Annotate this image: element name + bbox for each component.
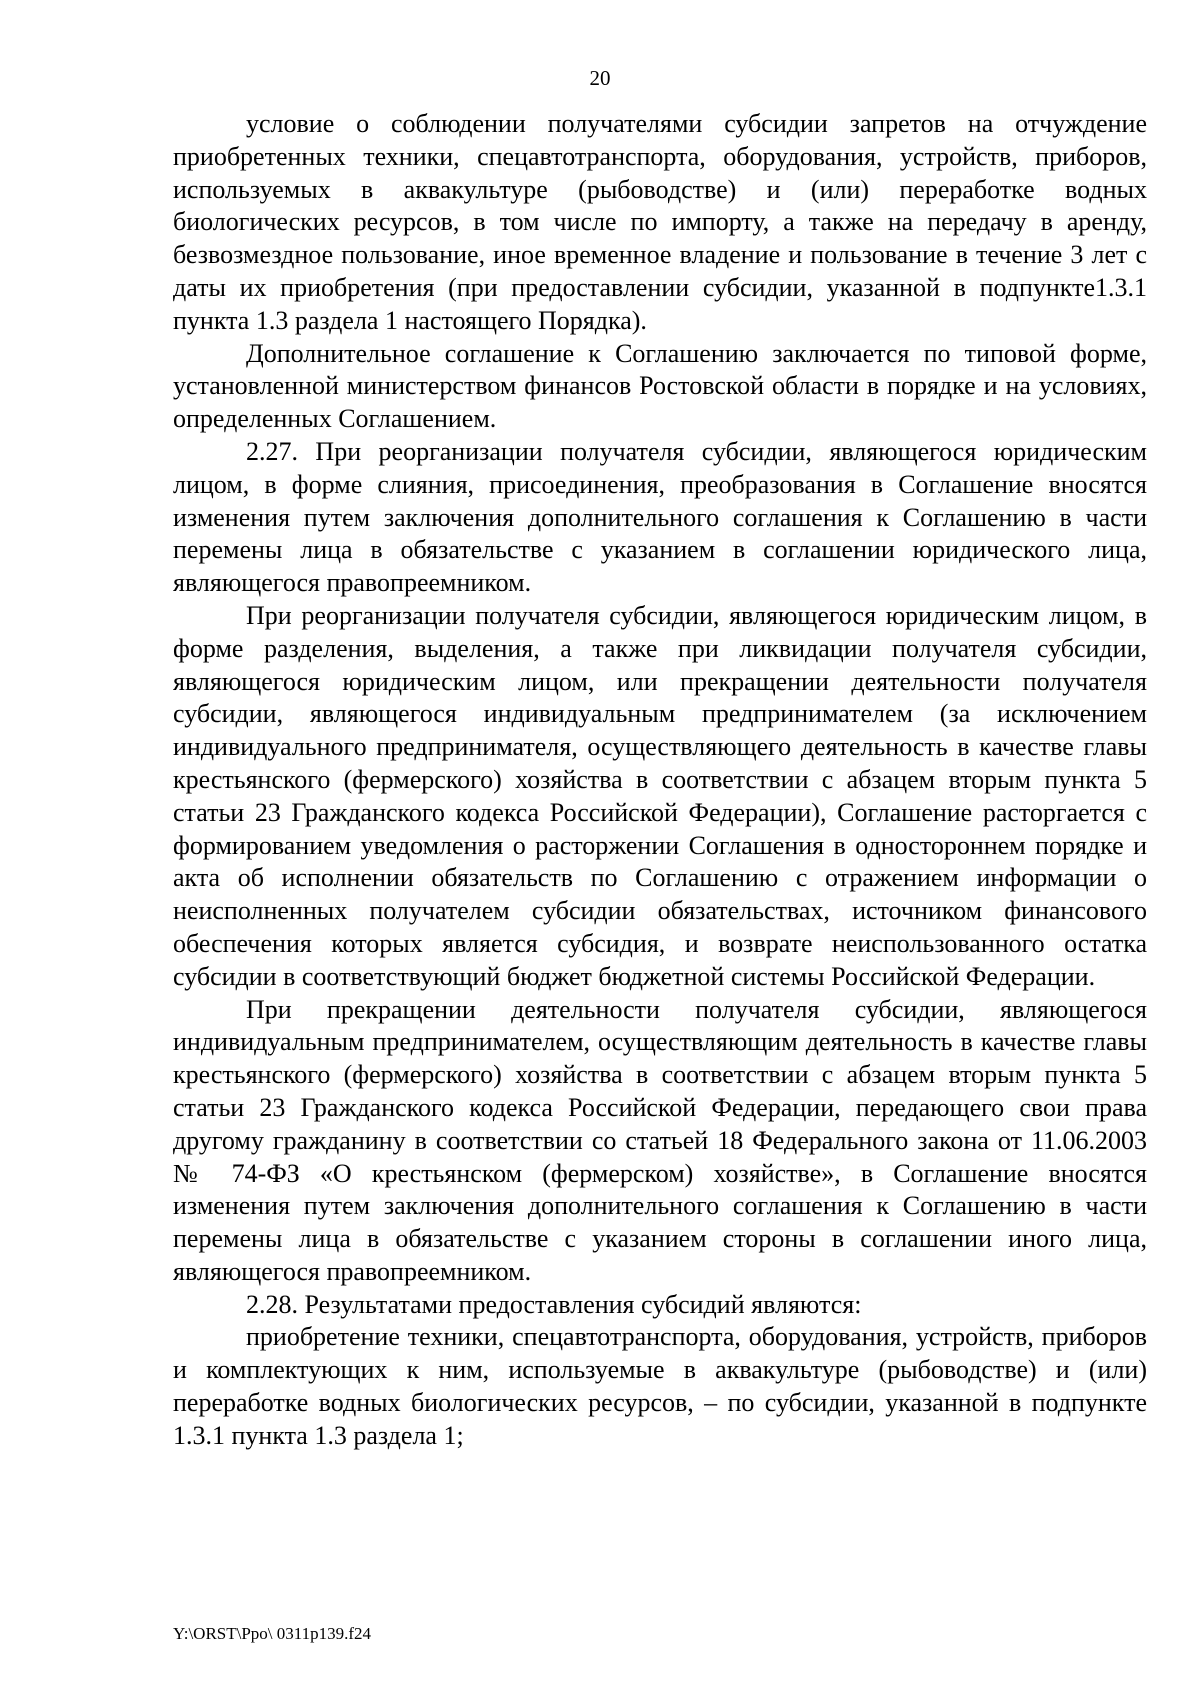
footer-file-path: Y:\ORST\Ppo\ 0311p139.f24 bbox=[173, 1624, 372, 1643]
paragraph-2-27-reorganization: 2.27. При реорганизации получателя субсидии, являющегося юридическим лицом, в форме слияния, присоединения, преобразования в Соглашение вносятся изменения путем заключения дополнительного соглашения к Соглашению в части перемены лица в обязательстве с указанием в соглашении юридического лица, являющегося правопреемником. bbox=[173, 436, 1147, 598]
paragraph-subsidy-conditions: условие о соблюдении получателями субсидии запретов на отчуждение приобретенных техники, спецавтотранспорта, оборудования, устройств, приборов, используемых в аквакультуре (рыбоводстве) и (или) переработке водных биологических ресурсов, в том числе по импорту, а также на передачу в аренду, безвозмездное пользование, иное временное владение и пользование в течение 3 лет с даты их приобретения (при предоставлении субсидии, указанной в подпункте1.3.1 пункта 1.3 раздела 1 настоящего Порядка). bbox=[173, 109, 1147, 335]
paragraph-2-28-results: 2.28. Результатами предоставления субсидий являются: bbox=[246, 1289, 862, 1319]
document-body bbox=[173, 108, 1147, 1453]
paragraph-farm-head-termination: При прекращении деятельности получателя субсидии, являющегося индивидуальным предпринимателем, осуществляющим деятельность в качестве главы крестьянского (фермерского) хозяйства в соответствии с абзацем вторым пункта 5 статьи 23 Гражданского кодекса Российской Федерации, передающего свои права другому гражданину в соответствии со статьей 18 Федерального закона от 11.06.2003 № 74-ФЗ «О крестьянском (фермерском) хозяйстве», в Соглашение вносятся изменения путем заключения дополнительного соглашения к Соглашению в части перемены лица в обязательстве с указанием стороны в соглашении иного лица, являющегося правопреемником. bbox=[173, 994, 1147, 1286]
paragraph-additional-agreement: Дополнительное соглашение к Соглашению заключается по типовой форме, установленной министерством финансов Ростовской области в порядке и на условиях, определенных Соглашением. bbox=[173, 338, 1147, 434]
paragraph-results-acquisition: приобретение техники, спецавтотранспорта, оборудования, устройств, приборов и комплектующих к ним, используемые в аквакультуре (рыбоводстве) и (или) переработке водных биологических ресурсов, – по субсидии, указанной в подпункте 1.3.1 пункта 1.3 раздела 1; bbox=[173, 1322, 1147, 1450]
page-number: 20 bbox=[589, 66, 611, 90]
paragraph-reorganization-termination: При реорганизации получателя субсидии, являющегося юридическим лицом, в форме разделения, выделения, а также при ликвидации получателя субсидии, являющегося юридическим лицом, или прекращении деятельности получателя субсидии, являющегося индивидуальным предпринимателем (за исключением индивидуального предпринимателя, осуществляющего деятельность в качестве главы крестьянского (фермерского) хозяйства в соответствии с абзацем вторым пункта 5 статьи 23 Гражданского кодекса Российской Федерации), Соглашение расторгается с формированием уведомления о расторжении Соглашения в одностороннем порядке и акта об исполнении обязательств по Соглашению с отражением информации о неисполненных получателем субсидии обязательствах, источником финансового обеспечения которых является субсидия, и возврате неиспользованного остатка субсидии в соответствующий бюджет бюджетной системы Российской Федерации. bbox=[173, 600, 1147, 991]
